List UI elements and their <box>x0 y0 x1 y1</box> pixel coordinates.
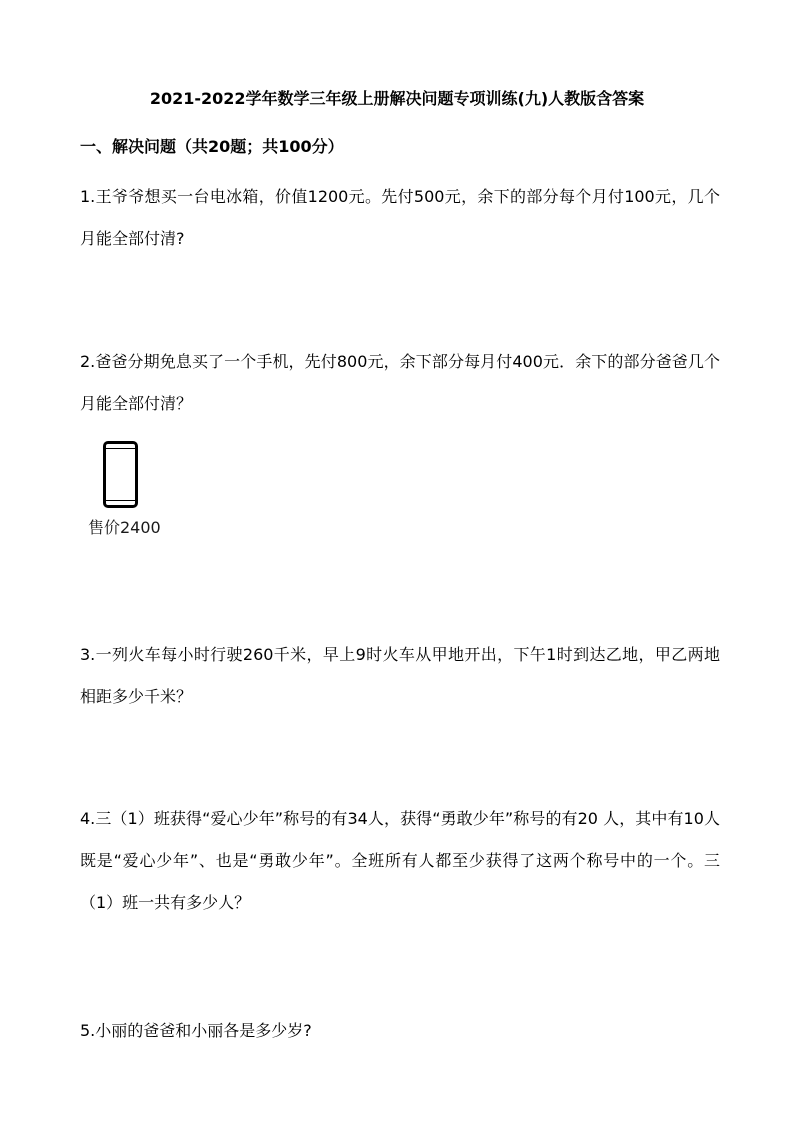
phone-icon <box>103 441 138 508</box>
phone-price-label: 售价2400 <box>88 518 161 537</box>
question-2: 2.爸爸分期免息买了一个手机，先付800元，余下部分每月付400元．余下的部分爸爸几个月能全部付清？ <box>80 352 720 413</box>
question-3: 3.一列火车每小时行驶260千米，早上9时火车从甲地开出，下午1时到达乙地，甲乙两地相距多少千米？ <box>80 645 720 706</box>
question-5: 5.小丽的爸爸和小丽各是多少岁? <box>80 1021 312 1040</box>
page-title: 2021-2022学年数学三年级上册解决问题专项训练(九)人教版含答案 <box>149 89 645 108</box>
question-4: 4.三（1）班获得“爱心少年”称号的有34人，获得“勇敢少年”称号的有20 人，其中有10人既是“爱心少年”、也是“勇敢少年”。全班所有人都至少获得了这两个称号中的一个。三（1）班一共有多少人？ <box>80 809 720 912</box>
section-heading: 一、解决问题（共20题；共100分） <box>80 137 344 156</box>
question-1: 1.王爷爷想买一台电冰箱，价值1200元。先付500元，余下的部分每个月付100元，几个月能全部付清? <box>80 187 720 248</box>
